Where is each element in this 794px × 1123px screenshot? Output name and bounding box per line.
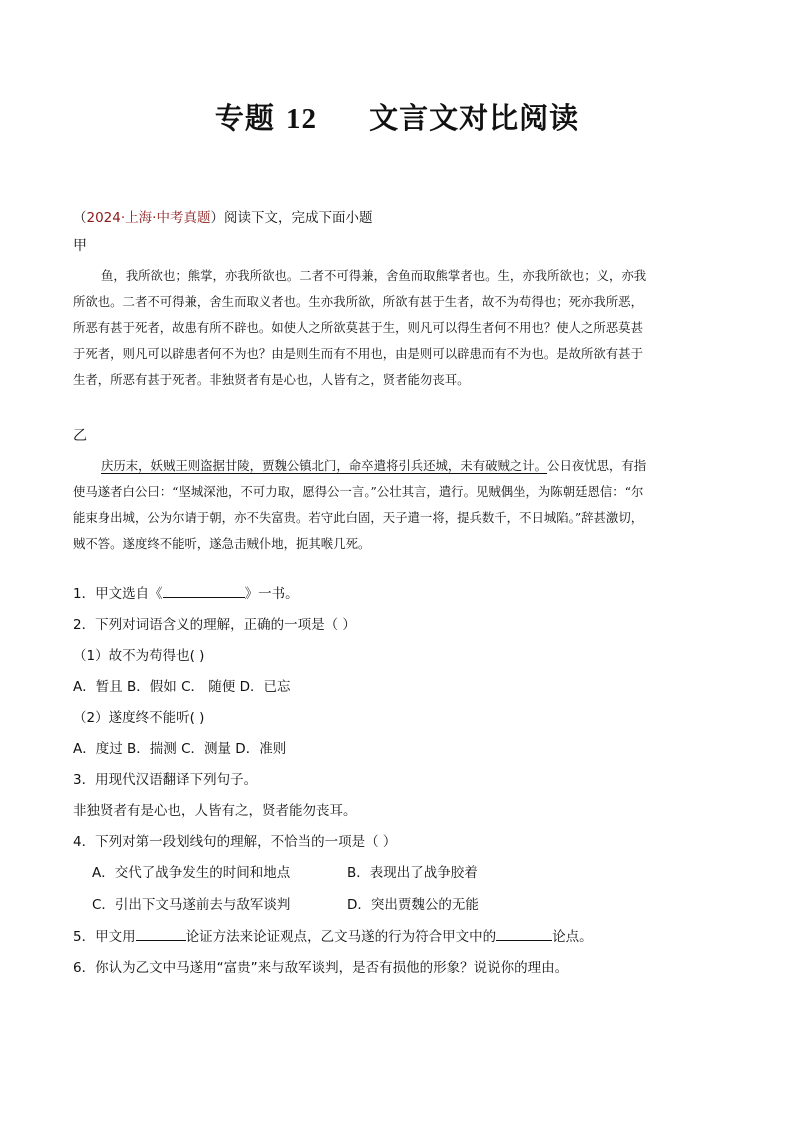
question-6: 6．你认为乙文中马遂用“富贵”来与敌军谈判，是否有损他的形象？说说你的理由。 (73, 960, 569, 976)
title-prefix: 专题 (214, 101, 275, 135)
passage-b-line: 庆历末，妖贼王则盗据甘陵，贾魏公镇北门，命卒遣将引兵还城，未有破贼之计。公日夜忧思，有指 (101, 458, 647, 473)
question-2-2-options: A．度过 B．揣测 C．测量 D．准则 (73, 741, 287, 757)
answer-blank[interactable] (496, 927, 552, 941)
question-4-option-a: A．交代了战争发生的时间和地点 (92, 865, 291, 881)
passage-a (73, 263, 723, 393)
question-2-1-options: A．暂且 B．假如 C． 随便 D．已忘 (73, 679, 291, 695)
underlined-sentence: 庆历末，妖贼王则盗据甘陵，贾魏公镇北门，命卒遣将引兵还城，未有破贼之计。 (101, 458, 548, 473)
question-4: 4．下列对第一段划线句的理解，不恰当的一项是（ ） (73, 834, 397, 850)
passage-a-line: 生者，所恶有甚于死者。非独贤者有是心也，人皆有之，贤者能勿丧耳。 (73, 372, 470, 387)
passage-b-label: 乙 (73, 428, 87, 444)
answer-blank[interactable] (136, 927, 186, 941)
passage-a-line: 鱼，我所欲也；熊掌，亦我所欲也。二者不可得兼，舍鱼而取熊掌者也。生，亦我所欲也；义，亦我 (101, 268, 647, 283)
passage-a-line: 所恶有甚于死者，故患有所不辟也。如使人之所欲莫甚于生，则凡可以得生者何不用也？使人之所恶莫甚 (73, 320, 643, 335)
source-tag: 2024·上海·中考真题 (86, 210, 211, 226)
page-title (0, 96, 794, 137)
passage-b-line: 使马遂者白公曰：“坚城深池，不可力取，愿得公一言。”公壮其言，遣行。见贼偶坐，为陈朝廷恩信：“尔 (73, 484, 644, 499)
question-2-2: （2）遂度终不能听( ) (73, 710, 205, 726)
intro-line: （2024·上海·中考真题）阅读下文，完成下面小题 (73, 210, 373, 226)
question-4-option-c: C．引出下文马遂前去与敌军谈判 (92, 897, 291, 913)
passage-b-line: 贼不答。遂度终不能听，遂急击贼仆地，扼其喉几死。 (73, 536, 371, 551)
question-2: 2．下列对词语含义的理解，正确的一项是（ ） (73, 617, 356, 633)
question-2-1: （1）故不为苟得也( ) (73, 648, 205, 664)
question-1: 1．甲文选自《 》一书。 (73, 586, 299, 602)
title-number: 12 (285, 103, 317, 135)
question-3-sentence: 非独贤者有是心也，人皆有之，贤者能勿丧耳。 (73, 803, 357, 819)
passage-b (73, 453, 723, 557)
intro-text: 阅读下文，完成下面小题 (223, 210, 373, 226)
question-3: 3．用现代汉语翻译下列句子。 (73, 772, 258, 788)
passage-b-line: 能束身出城，公为尔请于朝，亦不失富贵。若守此白固，天子遣一将，提兵数千，不日城陷。”辞甚激切， (73, 510, 644, 525)
passage-a-label: 甲 (73, 238, 87, 254)
title-main: 文言文对比阅读 (369, 101, 580, 135)
passage-a-line: 于死者，则凡可以辟患者何不为也？由是则生而有不用也，由是则可以辟患而有不为也。是故所欲有甚于 (73, 346, 643, 361)
question-5: 5．甲文用 论证方法来论证观点，乙文马遂的行为符合甲文中的 论点。 (73, 929, 593, 945)
passage-a-line: 所欲也。二者不可得兼，舍生而取义者也。生亦我所欲，所欲有甚于生者，故不为苟得也；死亦我所恶， (73, 294, 643, 309)
question-4-option-b: B．表现出了战争胶着 (347, 865, 478, 881)
answer-blank[interactable] (163, 584, 245, 598)
question-4-option-d: D．突出贾魏公的无能 (347, 897, 479, 913)
